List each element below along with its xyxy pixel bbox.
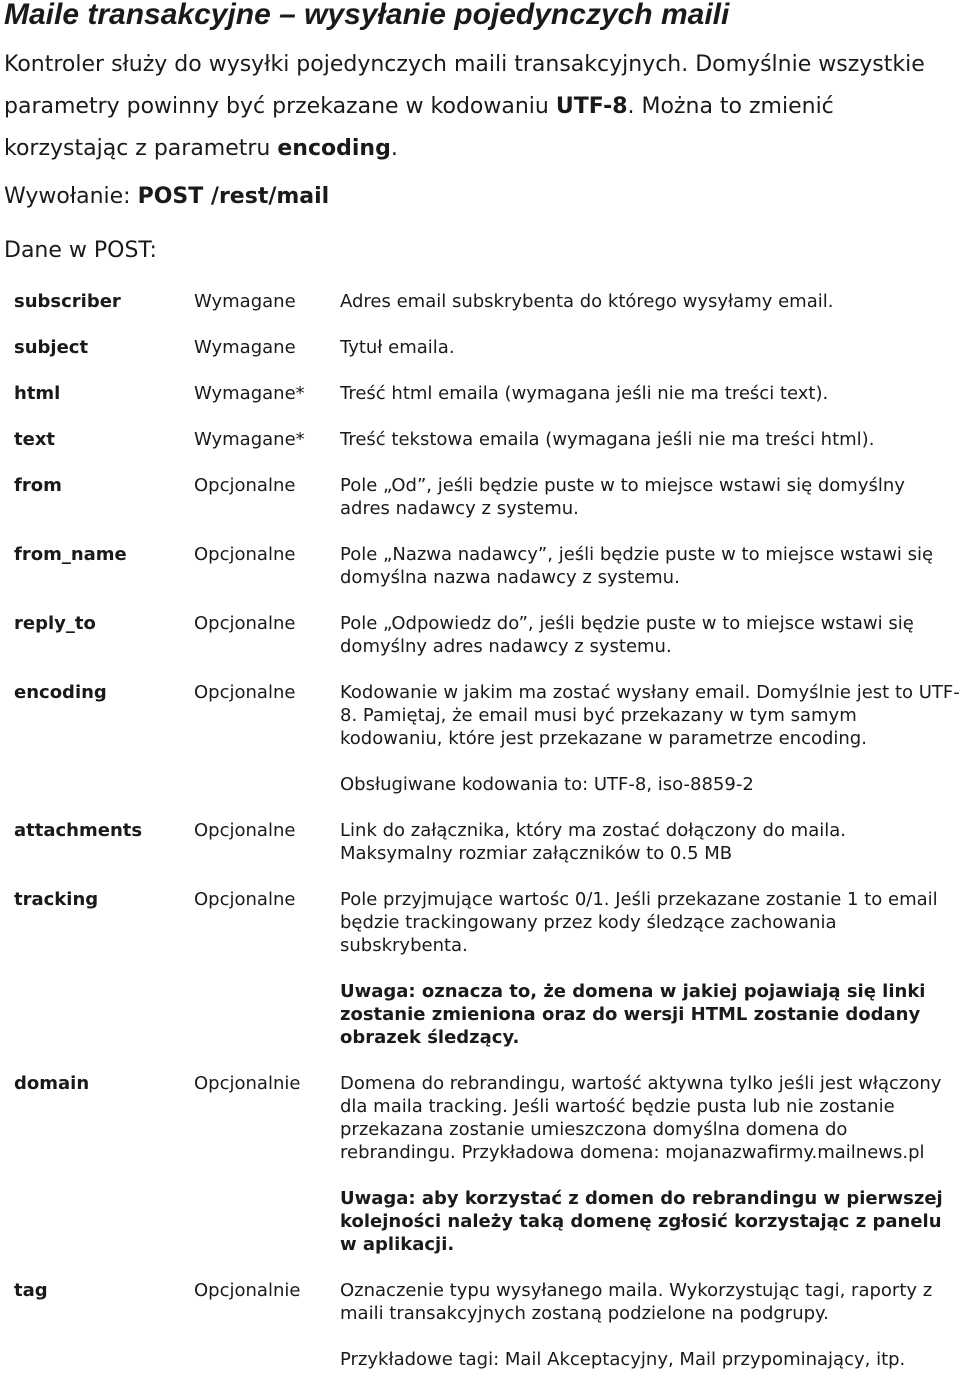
call-label: Wywołanie: <box>4 184 138 209</box>
param-requirement: Opcjonalne <box>194 889 296 910</box>
param-name: subject <box>14 337 89 358</box>
param-requirement: Wymagane <box>194 337 296 358</box>
note-row <box>2 1348 960 1371</box>
param-name: tracking <box>14 889 99 910</box>
row-spacer-cell <box>2 750 960 773</box>
param-name: encoding <box>14 682 107 703</box>
param-name: subscriber <box>14 291 121 312</box>
param-note: Uwaga: aby korzystać z domen do rebrandingu w pierwszej kolejności należy taką domenę zgłosić korzystając z panelu w aplikacji. <box>340 1188 943 1255</box>
row-spacer-cell <box>2 589 960 612</box>
intro-paragraph <box>4 44 954 170</box>
row-spacer-cell <box>2 957 960 980</box>
row-spacer <box>2 1371 960 1394</box>
note-empty <box>2 1187 194 1256</box>
param-requirement: Opcjonalne <box>194 544 296 565</box>
param-description: Treść tekstowa emaila (wymagana jeśli nie ma treści html). <box>340 429 875 450</box>
note-empty <box>2 773 194 796</box>
table-row <box>2 1279 960 1325</box>
note-row <box>2 1187 960 1256</box>
param-name: from <box>14 475 62 496</box>
param-description: Adres email subskrybenta do którego wysyłamy email. <box>340 291 834 312</box>
row-spacer <box>2 796 960 819</box>
param-description: Link do załącznika, który ma zostać dołączony do maila. Maksymalny rozmiar załączników to 0.5 MB <box>340 820 847 864</box>
param-requirement: Opcjonalnie <box>194 1073 301 1094</box>
row-spacer <box>2 451 960 474</box>
param-name: html <box>14 383 61 404</box>
row-spacer <box>2 750 960 773</box>
param-requirement: Opcjonalnie <box>194 1280 301 1301</box>
table-row <box>2 819 960 865</box>
call-value: POST /rest/mail <box>137 184 330 209</box>
intro-text-2: . Można to zmienić korzystając z parametru <box>4 94 834 161</box>
params-body <box>2 290 960 1394</box>
row-spacer <box>2 405 960 428</box>
page-title: Maile transakcyjne – wysyłanie pojedynczych maili <box>4 0 730 31</box>
row-spacer <box>2 957 960 980</box>
table-row <box>2 1072 960 1164</box>
param-requirement: Wymagane* <box>194 429 305 450</box>
param-description: Pole „Odpowiedz do”, jeśli będzie puste w to miejsce wstawi się domyślny adres nadawcy z systemu. <box>340 613 914 657</box>
param-requirement: Opcjonalne <box>194 682 296 703</box>
row-spacer-cell <box>2 313 960 336</box>
param-note: Przykładowe tagi: Mail Akceptacyjny, Mail przypominający, itp. <box>340 1349 906 1370</box>
param-requirement: Wymagane <box>194 291 296 312</box>
row-spacer-cell <box>2 658 960 681</box>
intro-text-1: Kontroler służy do wysyłki pojedynczych maili transakcyjnych. Domyślnie wszystkie parametry powinny być przekazane w kodowaniu <box>4 52 925 119</box>
call-line <box>4 176 329 218</box>
intro-utf8: UTF-8 <box>555 94 628 119</box>
row-spacer-cell <box>2 1325 960 1348</box>
param-description: Pole „Nazwa nadawcy”, jeśli będzie puste w to miejsce wstawi się domyślna nazwa nadawcy z systemu. <box>340 544 934 588</box>
note-row <box>2 980 960 1049</box>
param-name: from_name <box>14 544 127 565</box>
param-requirement: Wymagane* <box>194 383 305 404</box>
note-empty <box>194 980 340 1049</box>
table-row <box>2 888 960 957</box>
param-description: Tytuł emaila. <box>340 337 455 358</box>
param-description: Oznaczenie typu wysyłanego maila. Wykorzystując tagi, raporty z maili transakcyjnych zostaną podzielone na podgrupy. <box>340 1280 933 1324</box>
table-row <box>2 681 960 750</box>
param-name: domain <box>14 1073 90 1094</box>
row-spacer <box>2 520 960 543</box>
row-spacer-cell <box>2 865 960 888</box>
row-spacer <box>2 1325 960 1348</box>
row-spacer-cell <box>2 1049 960 1072</box>
post-label: Dane w POST: <box>4 238 157 263</box>
row-spacer <box>2 865 960 888</box>
param-description: Domena do rebrandingu, wartość aktywna tylko jeśli jest włączony dla maila tracking. Jeśli wartość będzie pusta lub nie zostanie przekazana zostanie umieszczona domyślna domena do rebrandingu. Przykładowa domena: mojanazwafirmy.mailnews.pl <box>340 1073 942 1163</box>
params-table <box>2 290 960 1394</box>
table-row <box>2 428 960 451</box>
row-spacer-cell <box>2 1371 960 1394</box>
param-name: reply_to <box>14 613 96 634</box>
row-spacer-cell <box>2 1256 960 1279</box>
row-spacer <box>2 1049 960 1072</box>
table-row <box>2 382 960 405</box>
param-name: text <box>14 429 56 450</box>
param-requirement: Opcjonalne <box>194 475 296 496</box>
row-spacer <box>2 658 960 681</box>
param-description: Pole przyjmujące wartośc 0/1. Jeśli przekazane zostanie 1 to email będzie trackingowany przez kody śledzące zachowania subskrybenta. <box>340 889 938 956</box>
row-spacer <box>2 1256 960 1279</box>
row-spacer <box>2 1164 960 1187</box>
table-row <box>2 543 960 589</box>
row-spacer-cell <box>2 520 960 543</box>
param-description: Pole „Od”, jeśli będzie puste w to miejsce wstawi się domyślny adres nadawcy z systemu. <box>340 475 905 519</box>
note-empty <box>194 1348 340 1371</box>
row-spacer-cell <box>2 796 960 819</box>
param-note: Uwaga: oznacza to, że domena w jakiej pojawiają się linki zostanie zmieniona oraz do wersji HTML zostanie dodany obrazek śledzący. <box>340 981 926 1048</box>
note-empty <box>2 980 194 1049</box>
table-row <box>2 612 960 658</box>
param-requirement: Opcjonalne <box>194 613 296 634</box>
note-empty <box>2 1348 194 1371</box>
row-spacer-cell <box>2 359 960 382</box>
table-row <box>2 336 960 359</box>
param-name: tag <box>14 1280 48 1301</box>
intro-text-3: . <box>390 136 398 161</box>
row-spacer <box>2 359 960 382</box>
note-row <box>2 773 960 796</box>
note-empty <box>194 1187 340 1256</box>
row-spacer <box>2 313 960 336</box>
param-note: Obsługiwane kodowania to: UTF-8, iso-8859-2 <box>340 774 754 795</box>
row-spacer-cell <box>2 451 960 474</box>
intro-encoding: encoding <box>277 136 391 161</box>
row-spacer-cell <box>2 405 960 428</box>
param-requirement: Opcjonalne <box>194 820 296 841</box>
param-description: Treść html emaila (wymagana jeśli nie ma treści text). <box>340 383 829 404</box>
param-name: attachments <box>14 820 143 841</box>
note-empty <box>194 773 340 796</box>
param-description: Kodowanie w jakim ma zostać wysłany email. Domyślnie jest to UTF-8. Pamiętaj, że email musi być przekazany w tym samym kodowaniu, które jest przekazane w parametrze encoding. <box>340 682 960 749</box>
row-spacer-cell <box>2 1164 960 1187</box>
row-spacer <box>2 589 960 612</box>
table-row <box>2 474 960 520</box>
table-row <box>2 290 960 313</box>
